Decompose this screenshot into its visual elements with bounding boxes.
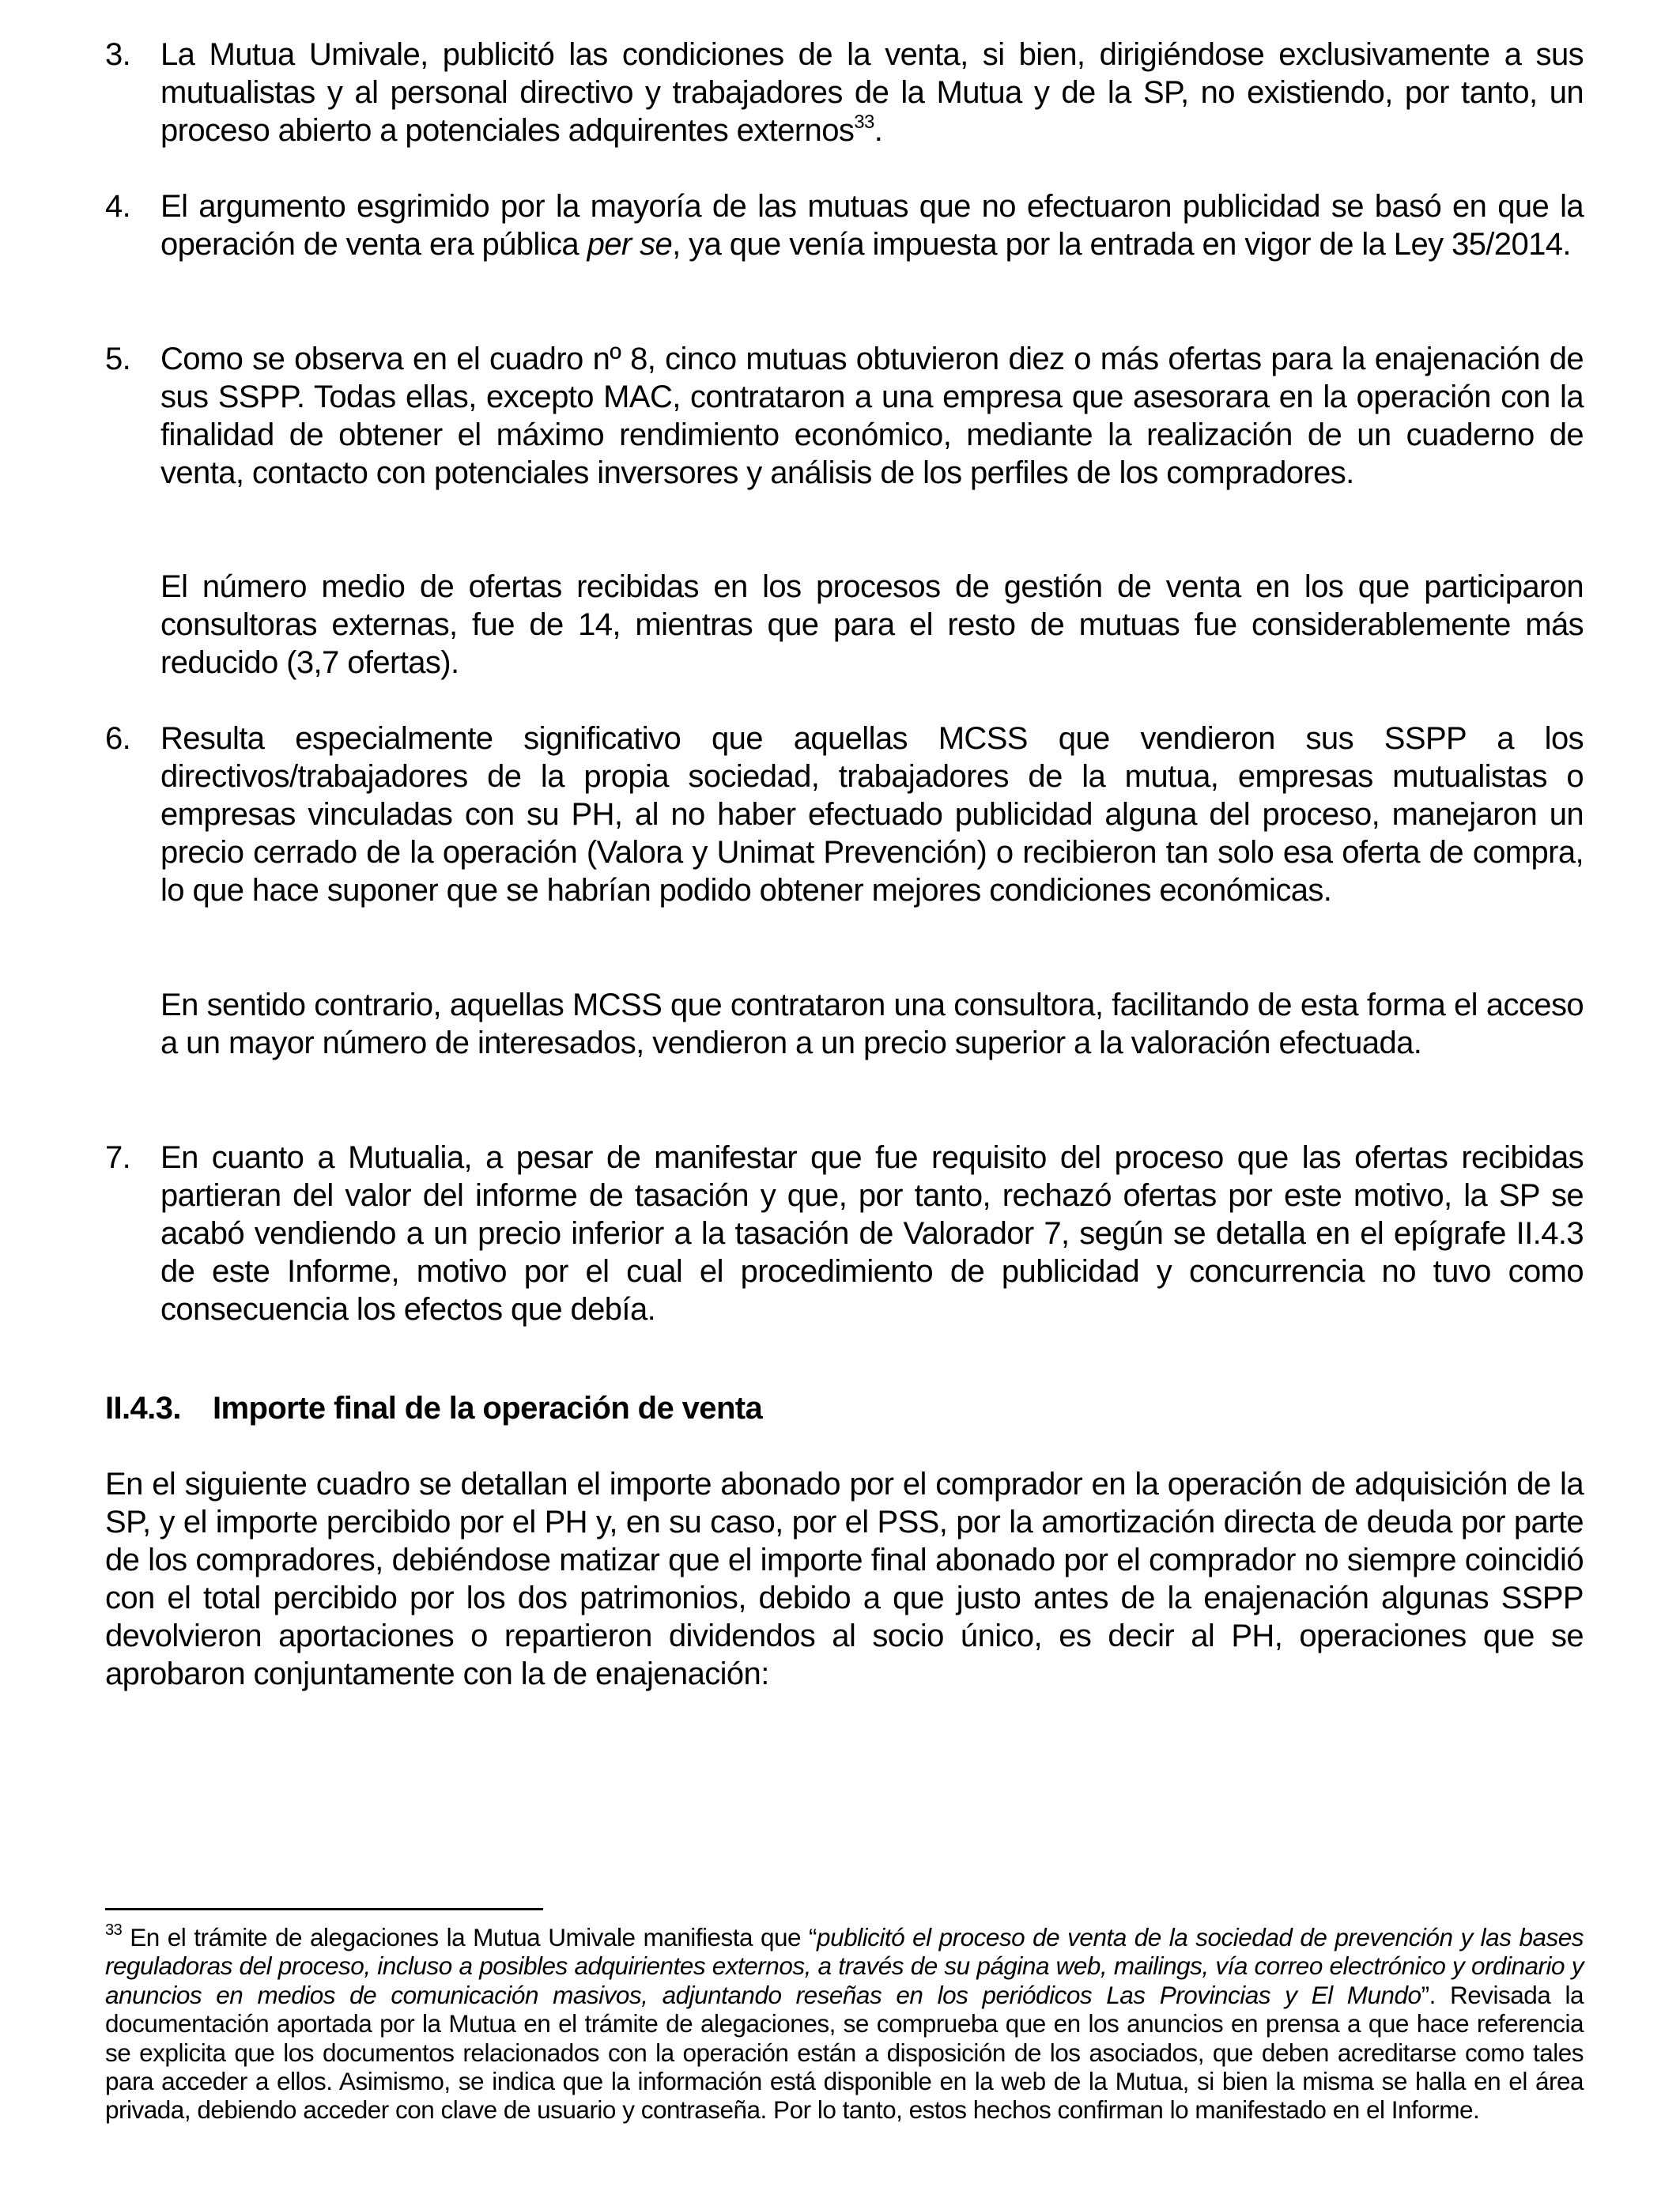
list-item-6 — [105, 720, 1584, 909]
section-number: II.4.3. — [105, 1391, 181, 1426]
list-item-6-subparagraph: En sentido contrario, aquellas MCSS que contrataron una consultora, facilitando de esta forma el acceso a un mayor número de interesados, vendieron a un precio superior a la valoración efectuada. — [160, 988, 1584, 1060]
footnote-33 — [105, 1923, 1584, 2125]
list-item-5 — [105, 340, 1584, 492]
list-item-4 — [105, 187, 1584, 263]
footnote-text-intro: En el trámite de alegaciones la Mutua Umivale manifiesta que “ — [122, 1923, 817, 1951]
section-heading — [105, 1389, 762, 1427]
footnote-separator — [105, 1908, 543, 1910]
list-number: 7. — [105, 1140, 131, 1175]
list-number: 4. — [105, 189, 131, 224]
list-item-3 — [105, 36, 1584, 149]
italic-term: per se — [587, 227, 673, 262]
list-item-5-subparagraph: El número medio de ofertas recibidas en los procesos de gestión de venta en los que participaron consultoras externas, fue de 14, mientras que para el resto de mutuas fue considerablemente más reducido (3,7 ofertas). — [160, 569, 1584, 680]
section-title: Importe final de la operación de venta — [213, 1391, 763, 1426]
list-item-text-end: , ya que venía impuesta por la entrada en vigor de la Ley 35/2014. — [672, 227, 1571, 262]
list-item-text-main: La Mutua Umivale, publicitó las condiciones de la venta, si bien, dirigiéndose exclusivamente a sus mutualistas y al personal directivo y trabajadores de la Mutua y de la SP, no existiendo, por tanto, un proceso abierto a potenciales adquirentes externos — [160, 37, 1584, 148]
footnote-reference[interactable]: 33 — [854, 111, 874, 133]
list-item-text-main: El argumento esgrimido por la mayoría de las mutuas que no efectuaron publicidad se basó en que la operación de venta era pública — [160, 189, 1584, 262]
list-item-text: Como se observa en el cuadro nº 8, cinco mutuas obtuvieron diez o más ofertas para la enajenación de sus SSPP. Todas ellas, excepto MAC, contrataron a una empresa que asesorara en la operación con la finalidad de obtener el máximo rendimiento económico, mediante la realización de un cuaderno de venta, contacto con potenciales inversores y análisis de los perfiles de los compradores. — [160, 342, 1584, 490]
list-item-7 — [105, 1139, 1584, 1328]
list-number: 6. — [105, 721, 131, 756]
list-item-text — [160, 36, 1584, 149]
body-paragraph: En el siguiente cuadro se detallan el importe abonado por el comprador en la operación de adquisición de la SP, y el importe percibido por el PH y, en su caso, por el PSS, por la amortización directa de deuda por parte de los compradores, debiéndose matizar que el importe final abonado por el comprador no siempre coincidió con el total percibido por los dos patrimonios, debido a que justo antes de la enajenación algunas SSPP devolvieron aportaciones o repartieron dividendos al socio único, es decir al PH, operaciones que se aprobaron conjuntamente con la de enajenación: — [105, 1467, 1584, 1691]
list-item-text-end: . — [874, 113, 883, 148]
list-number: 3. — [105, 37, 131, 72]
list-item-text — [160, 187, 1584, 263]
footnote-text-rest: ”. Revisada la documentación aportada por la Mutua en el trámite de alegaciones, se comprueba que en los anuncios en prensa a que hace referencia se explicita que los documentos relacionados con la operación están a disposición de los asociados, que deben acreditarse como tales para acceder a ellos. Asimismo, se indica que la información está disponible en la web de la Mutua, si bien la misma se halla en el área privada, debiendo acceder con clave de usuario y contraseña. Por lo tanto, estos hechos confirman lo manifestado en el Informe. — [105, 1980, 1584, 2125]
footnote-number: 33 — [105, 1921, 123, 1939]
list-number: 5. — [105, 342, 131, 376]
list-item-text: Resulta especialmente significativo que aquellas MCSS que vendieron sus SSPP a los directivos/trabajadores de la propia sociedad, trabajadores de la mutua, empresas mutualistas o empresas vinculadas con su PH, al no haber efectuado publicidad alguna del proceso, manejaron un precio cerrado de la operación (Valora y Unimat Prevención) o recibieron tan solo esa oferta de compra, lo que hace suponer que se habrían podido obtener mejores condiciones económicas. — [160, 721, 1584, 908]
list-item-text: En cuanto a Mutualia, a pesar de manifestar que fue requisito del proceso que las ofertas recibidas partieran del valor del informe de tasación y que, por tanto, rechazó ofertas por este motivo, la SP se acabó vendiendo a un precio inferior a la tasación de Valorador 7, según se detalla en el epígrafe II.4.3 de este Informe, motivo por el cual el procedimiento de publicidad y concurrencia no tuvo como consecuencia los efectos que debía. — [160, 1140, 1584, 1327]
footnote-quote: publicitó el proceso de venta de la sociedad de prevención y las bases reguladoras del proceso, incluso a posibles adquirientes externos, a través de su página web, mailings, vía correo electrónico y ordinario y anuncios en medios de comunicación masivos, adjuntando reseñas en los periódicos Las Provincias y El Mundo — [105, 1923, 1584, 2009]
